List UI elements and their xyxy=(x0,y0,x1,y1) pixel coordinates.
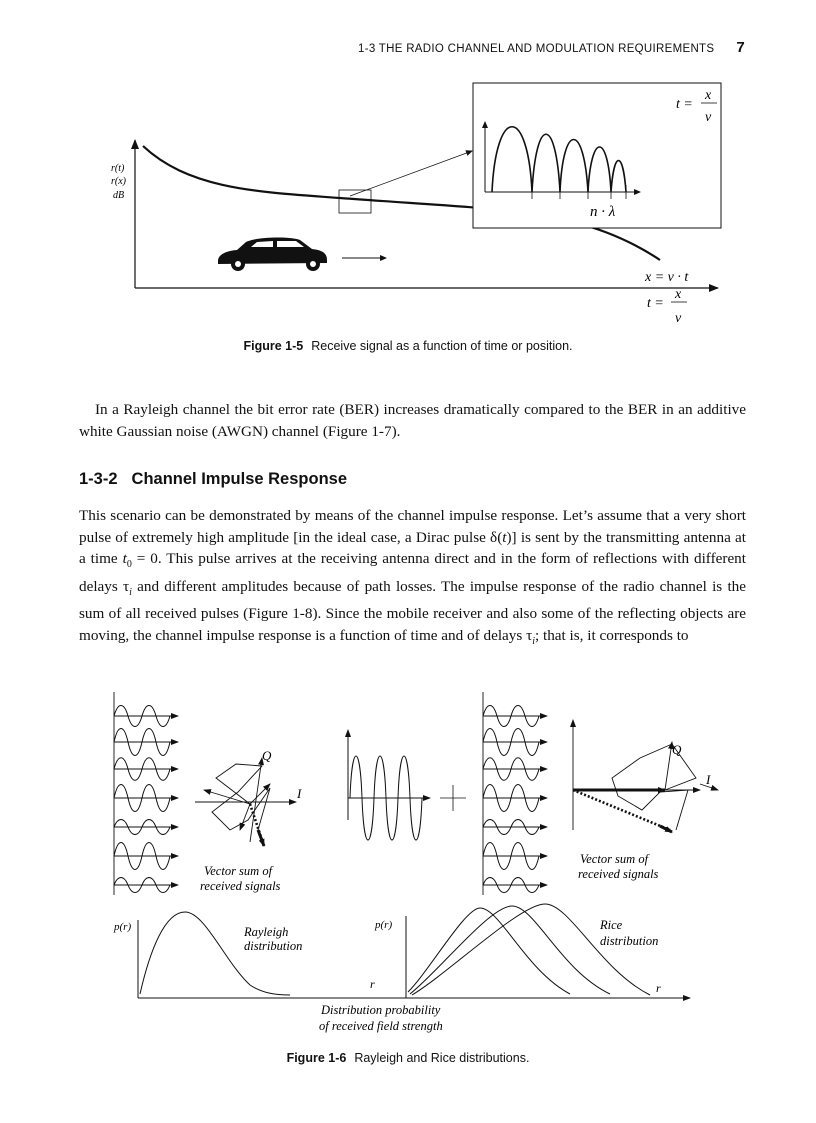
figure-1-6 xyxy=(0,680,816,1050)
y-axis-label-1: r(t) xyxy=(111,163,125,174)
plus-sign-icon xyxy=(440,785,466,811)
running-title: 1-3 THE RADIO CHANNEL AND MODULATION REQUIREMENTS xyxy=(358,43,715,55)
inset-formula-lhs: t = xyxy=(676,97,693,112)
t-formula-den: v xyxy=(675,311,682,326)
section-title: Channel Impulse Response xyxy=(131,470,347,488)
figure-1-5 xyxy=(0,0,816,340)
right-phasor-diagram xyxy=(573,720,718,832)
inset-formula-den: v xyxy=(705,110,712,125)
right-vector-sum-2: received signals xyxy=(578,867,659,881)
right-q-label: Q xyxy=(672,742,682,757)
figure-1-5-caption xyxy=(0,339,816,353)
section-heading xyxy=(79,470,347,489)
figure-1-5-caption-label: Figure 1-5 xyxy=(243,339,304,353)
left-r-label: r xyxy=(370,977,375,991)
right-i-label: I xyxy=(706,772,711,787)
distribution-label-1: Distribution probability xyxy=(321,1003,441,1017)
t-formula-lhs: t = xyxy=(647,296,664,311)
rice-label-1: Rice xyxy=(600,918,623,932)
left-phasor-diagram xyxy=(195,758,296,846)
right-pr-label: p(r) xyxy=(375,919,393,931)
y-axis-label-2: r(x) xyxy=(111,176,126,187)
section-number: 1-3-2 xyxy=(79,470,118,488)
right-vector-sum-1: Vector sum of xyxy=(580,852,649,866)
zoom-box xyxy=(339,190,371,213)
paragraph-impulse-response: This scenario can be demonstrated by means of the channel impulse response. Let’s assume that a very short pulse of extremely high amplitude [in the ideal case, a Dirac pulse δ(t)] is sent by the transmitting antenna at a time $t_0 = 0$. This pulse arrives at the receiving antenna direct and in the form of reflections with different delays $\tau_i$ and different amplitudes because of path losses. The impulse response of the radio channel is the sum of all received pulses (Figure 1-8). Since the mobile receiver and also some of the reflecting objects are moving, the channel impulse response is a function of time and of delays $\tau_i$; that is, it corresponds to xyxy=(79,507,746,648)
rayleigh-label-2: distribution xyxy=(244,939,303,953)
distribution-label-2: of received field strength xyxy=(319,1019,443,1033)
left-q-label: Q xyxy=(262,748,272,763)
rayleigh-label-1: Rayleigh xyxy=(244,925,289,939)
figure-1-6-caption xyxy=(0,1051,816,1065)
right-received-waves xyxy=(483,692,547,895)
rice-label-2: distribution xyxy=(600,934,659,948)
left-pr-label: p(r) xyxy=(114,921,132,933)
direct-signal-wave xyxy=(348,730,430,840)
t-formula-num: x xyxy=(675,287,682,302)
left-vector-sum-1: Vector sum of xyxy=(204,864,273,878)
page-number: 7 xyxy=(736,39,745,56)
inset-axis-label: n · λ xyxy=(590,204,616,220)
left-vector-sum-2: received signals xyxy=(200,879,281,893)
y-axis-label-3: dB xyxy=(113,190,125,201)
left-i-label: I xyxy=(297,786,302,801)
paragraph-rayleigh-ber: In a Rayleigh channel the bit error rate (BER) increases dramatically compared to the BER in an additive white Gaussian noise (AWGN) channel (Figure 1-7). xyxy=(79,401,746,440)
figure-1-5-caption-text: Receive signal as a function of time or position. xyxy=(311,339,573,353)
inset-formula-num: x xyxy=(705,88,712,103)
figure-1-6-caption-label: Figure 1-6 xyxy=(286,1051,347,1065)
right-r-label: r xyxy=(656,981,661,995)
figure-1-6-caption-text: Rayleigh and Rice distributions. xyxy=(354,1051,530,1065)
x-axis-label: x = v · t xyxy=(645,270,689,285)
car-icon xyxy=(218,238,327,271)
zoom-pointer xyxy=(350,151,472,196)
left-received-waves xyxy=(114,692,178,895)
